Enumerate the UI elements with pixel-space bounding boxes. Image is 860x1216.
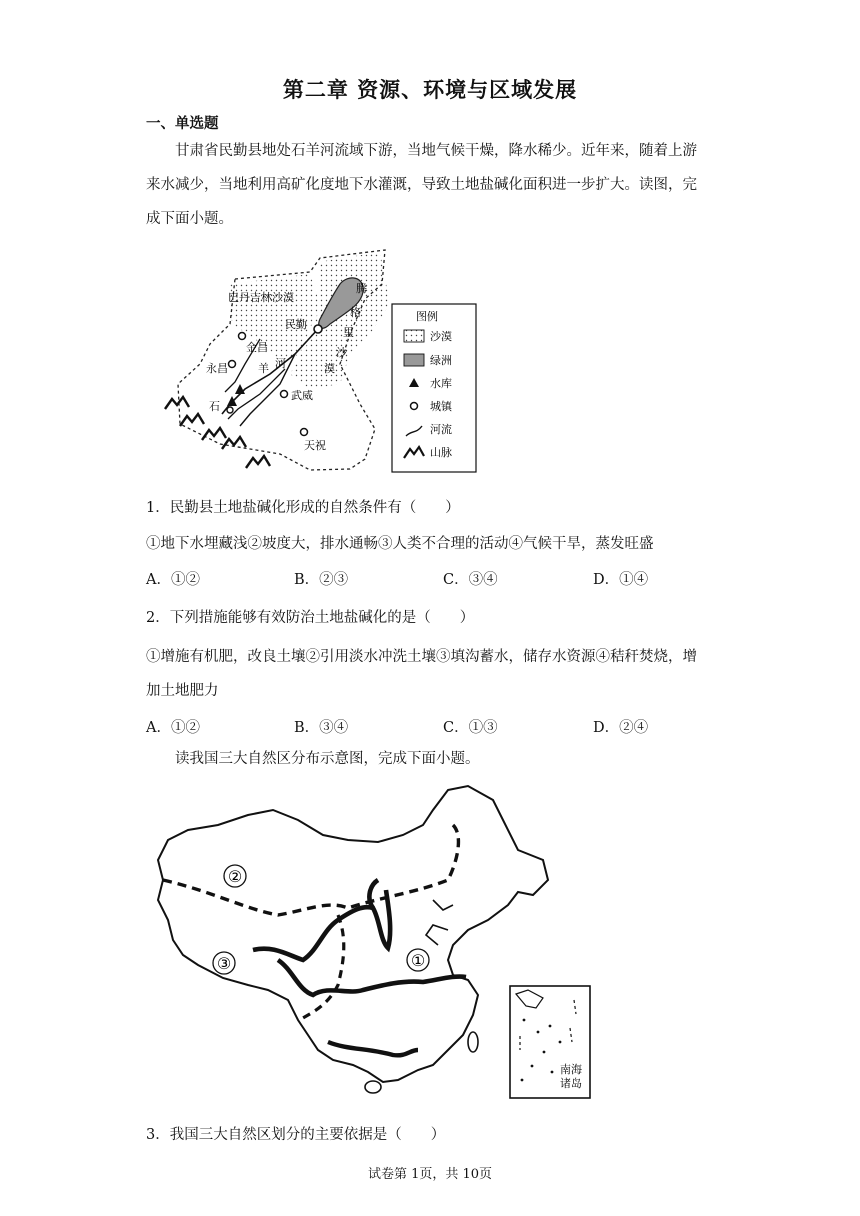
q1-option-a[interactable]: A．①②: [146, 572, 200, 588]
south-china-sea-inset: [510, 986, 590, 1098]
label-shi: 石: [209, 400, 220, 413]
mountain-icon: [165, 397, 189, 409]
legend-desert-swatch: [404, 330, 424, 342]
region-2-label: ②: [227, 867, 243, 886]
tianzhu-town: [301, 429, 308, 436]
china-outline: [158, 786, 548, 1082]
legend-town: 城镇: [430, 400, 452, 413]
label-yang: 羊: [258, 362, 269, 375]
label-tianzhu: 天祝: [304, 439, 326, 452]
mountain-icon: [180, 414, 204, 426]
reservoir-icon: [235, 384, 245, 394]
label-yongchang: 永昌: [206, 362, 228, 375]
shiyang-river-map: [160, 244, 480, 480]
taiwan-island: [468, 1032, 478, 1052]
map-legend: [392, 304, 476, 472]
minqin-town: [314, 325, 322, 333]
legend-river: 河流: [430, 423, 452, 436]
pearl-river: [328, 1042, 418, 1055]
q2-option-d[interactable]: D．②④: [593, 720, 649, 736]
yangtze-river: [278, 960, 466, 995]
label-sha: 沙: [336, 346, 347, 359]
intro-line-3: 成下面小题。: [146, 211, 233, 227]
mountain-icon: [246, 456, 270, 468]
q2-statements-line-1: ①增施有机肥，改良土壤②引用淡水冲洗土壤③填沟蓄水，储存水资源④秸秆焚烧，增: [146, 649, 697, 665]
intro-line-2: 来水减少，当地利用高矿化度地下水灌溉，导致土地盐碱化面积进一步扩大。读图，完: [146, 177, 697, 193]
q1-option-c[interactable]: C．③④: [443, 572, 498, 588]
legend-oasis-swatch: [404, 354, 424, 366]
inset-label-line-2: 诸岛: [560, 1077, 582, 1090]
northwest-boundary: [163, 825, 458, 915]
intro2-text: 读我国三大自然区分布示意图，完成下面小题。: [175, 751, 480, 767]
label-minqin: 民勤: [285, 318, 307, 331]
label-mo: 漠: [324, 362, 335, 375]
label-badain-jaran: 巴丹吉林沙漠: [228, 291, 294, 304]
q2-statements-line-2: 加土地肥力: [146, 683, 219, 699]
tibet-boundary: [303, 915, 344, 1018]
legend-title: 图例: [416, 310, 438, 323]
q3-stem: 3．我国三大自然区划分的主要依据是（ ）: [146, 1127, 446, 1143]
china-natural-regions-map: [148, 780, 628, 1100]
legend-mountain: 山脉: [430, 446, 452, 459]
yongchang-town: [229, 361, 236, 368]
legend-town-icon: [411, 403, 418, 410]
q1-statements: ①地下水埋藏浅②坡度大，排水通畅③人类不合理的活动④气候干旱，蒸发旺盛: [146, 536, 654, 552]
section-heading: 一、单选题: [146, 116, 219, 132]
inset-label-line-1: 南海: [560, 1063, 582, 1076]
small-town: [227, 407, 233, 413]
page-title: 第二章 资源、环境与区域发展: [282, 78, 578, 102]
legend-oasis: 绿洲: [430, 354, 452, 367]
mountain-icon: [202, 428, 226, 440]
q2-stem: 2．下列措施能够有效防治土地盐碱化的是（ ）: [146, 610, 475, 626]
label-li: 里: [343, 326, 354, 339]
wuwei-town: [281, 391, 288, 398]
page-footer: 试卷第 1页，共 10页: [367, 1167, 493, 1182]
legend-reservoir: 水库: [430, 377, 452, 390]
jinchang-town: [239, 333, 246, 340]
coast-detail: [426, 925, 448, 945]
mountain-icon: [222, 437, 246, 449]
q1-stem: 1．民勤县土地盐碱化形成的自然条件有（ ）: [146, 500, 460, 516]
q2-option-a[interactable]: A．①②: [146, 720, 200, 736]
label-teng: 腾: [356, 282, 367, 295]
label-he: 河: [275, 357, 286, 370]
region-3-label: ③: [216, 954, 232, 973]
q2-option-c[interactable]: C．①③: [443, 720, 498, 736]
legend-desert: 沙漠: [430, 330, 452, 343]
label-jinchang: 金昌: [246, 341, 268, 354]
region-1-label: ①: [410, 951, 426, 970]
coast-detail: [433, 900, 453, 910]
q1-option-d[interactable]: D．①④: [593, 572, 649, 588]
yellow-river-bend: [369, 880, 378, 908]
label-ge: 格: [350, 306, 361, 319]
intro-line-1: 甘肃省民勤县地处石羊河流域下游，当地气候干燥，降水稀少。近年来，随着上游: [175, 143, 697, 159]
hainan-island: [365, 1081, 381, 1093]
q2-option-b[interactable]: B．③④: [294, 720, 349, 736]
label-wuwei: 武威: [291, 389, 313, 402]
q1-option-b[interactable]: B．②③: [294, 572, 349, 588]
